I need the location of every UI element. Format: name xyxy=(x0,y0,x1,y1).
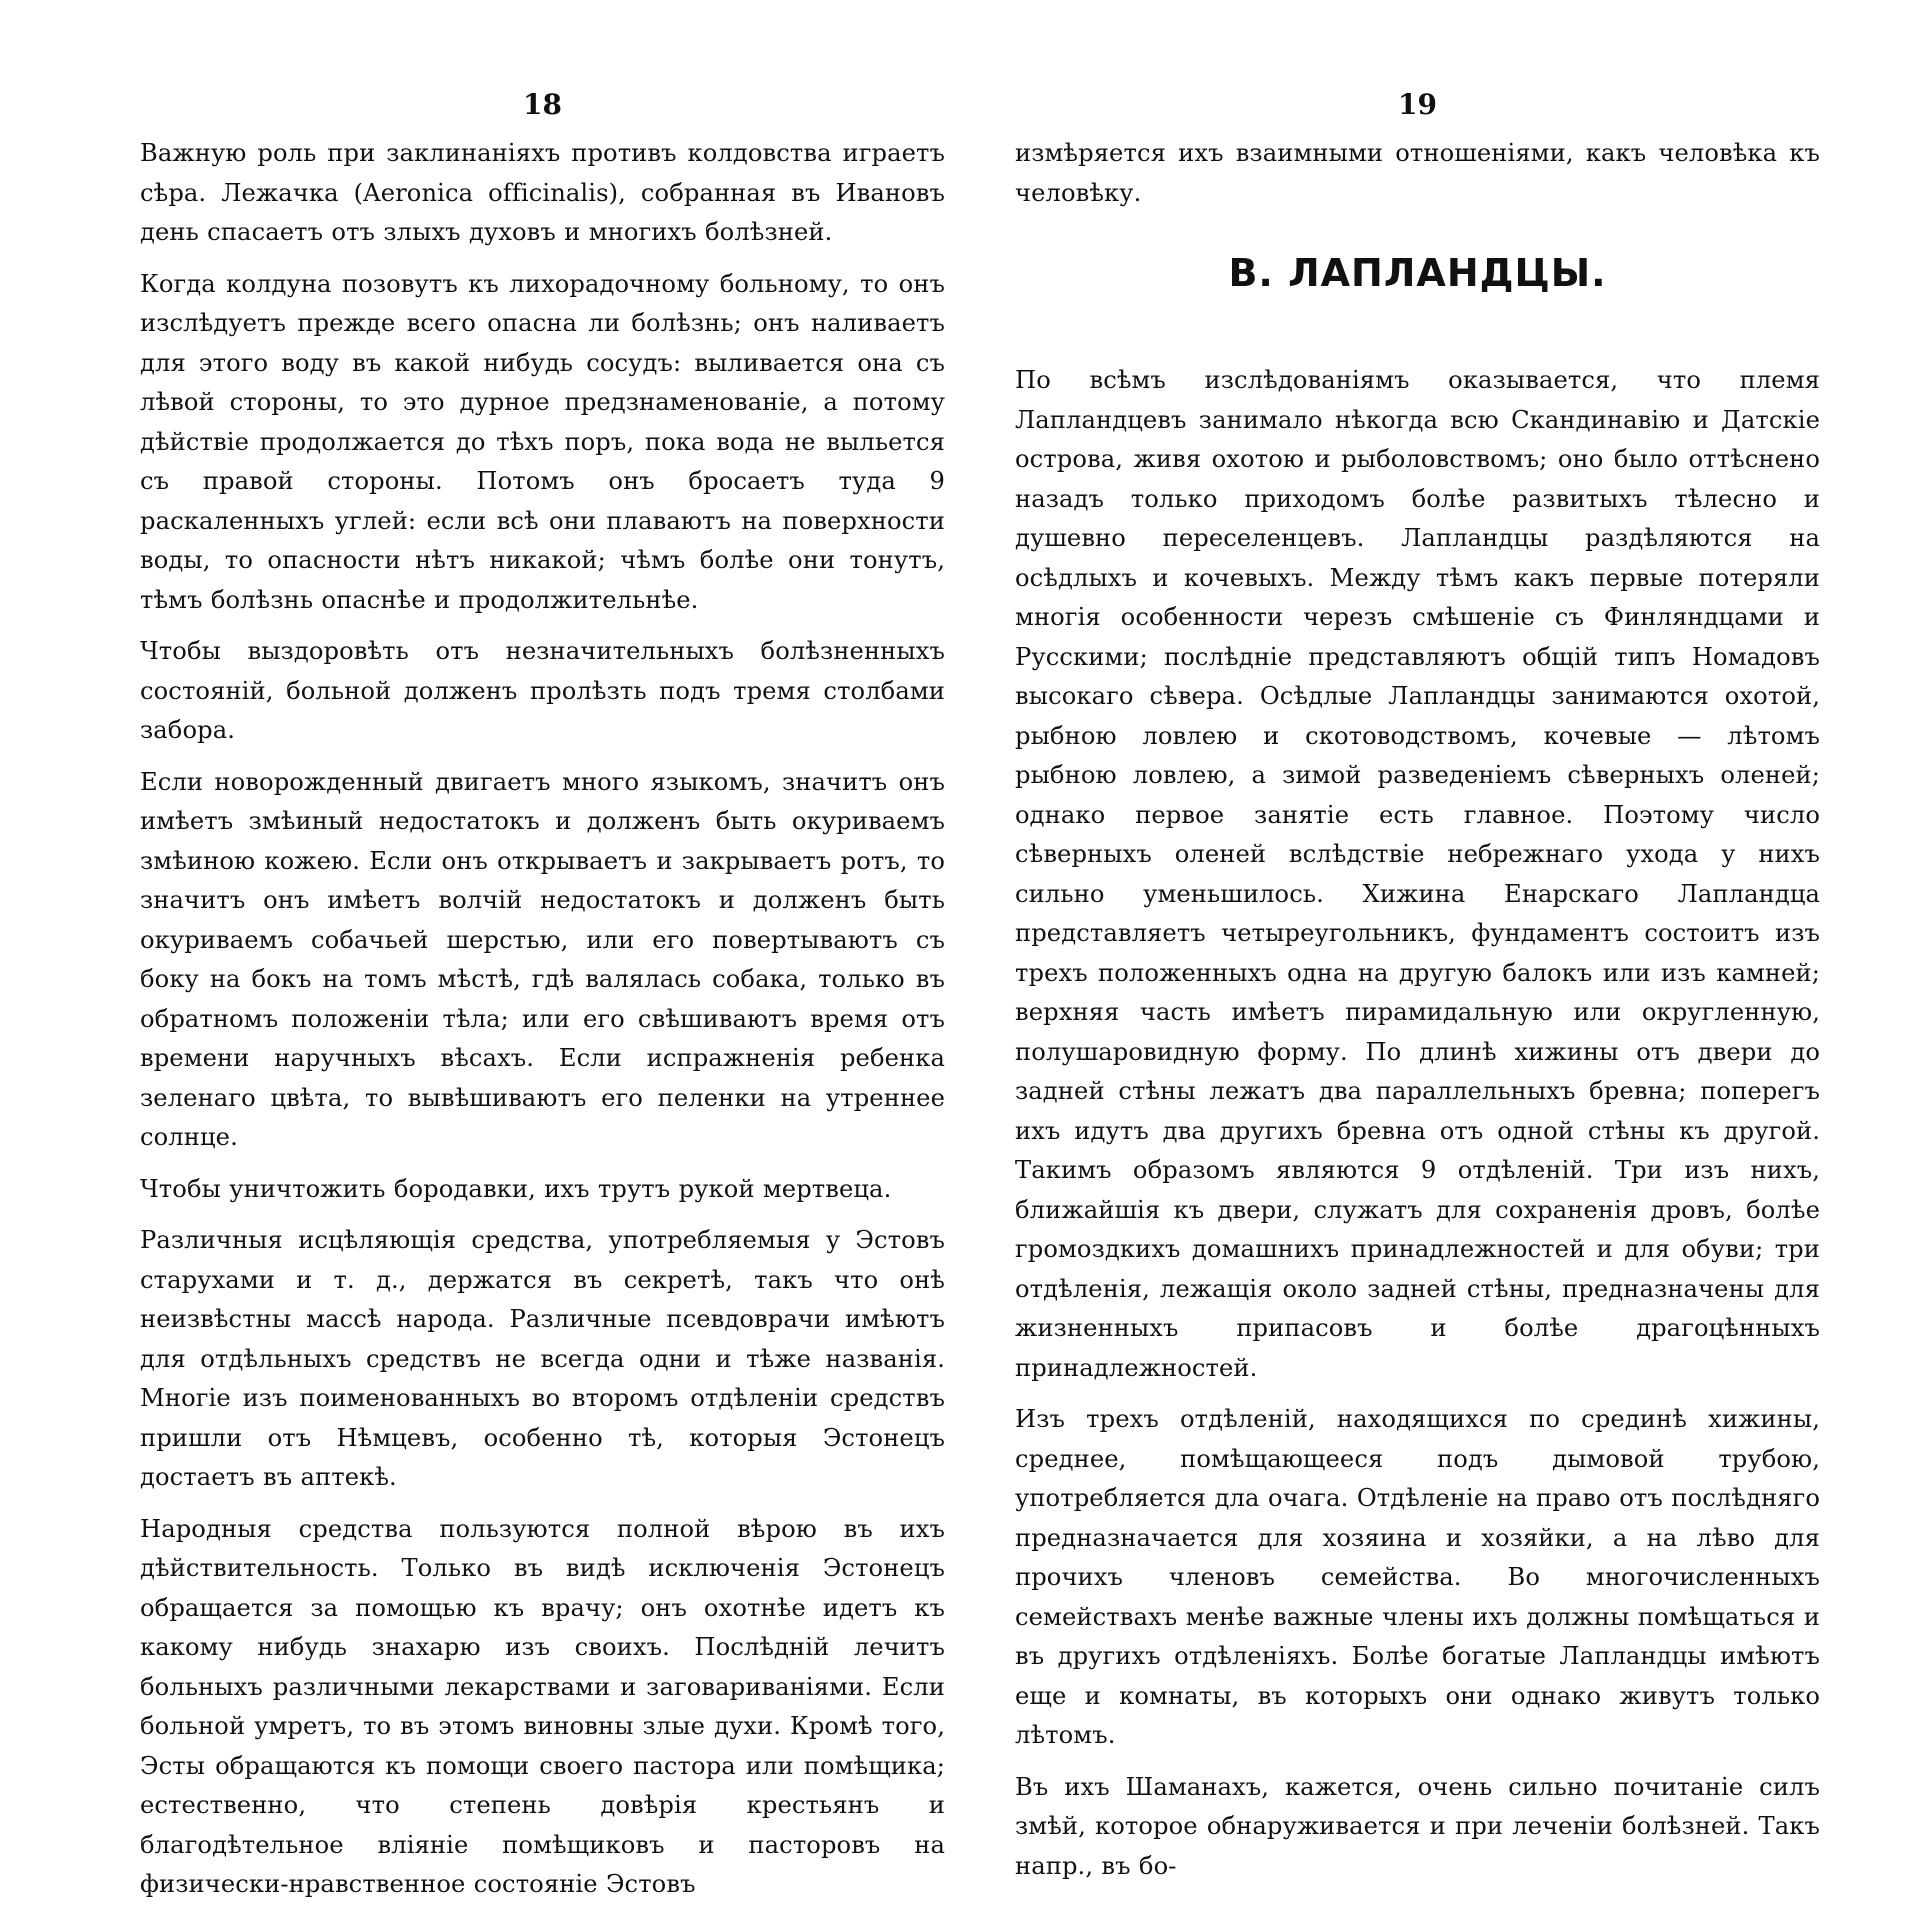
paragraph: Важную роль при заклинаніяхъ противъ колдовства играетъ сѣра. Лежачка (Aeronica officinalis), собранная въ Ивановъ день спасаетъ отъ злыхъ духовъ и многихъ болѣзней. xyxy=(140,139,945,246)
section-heading: В. ЛАПЛАНДЦЫ. xyxy=(1228,251,1607,295)
paragraph: Когда колдуна позовутъ къ лихорадочному больному, то онъ изслѣдуетъ прежде всего опасна ли болѣзнь; онъ наливаетъ для этого воду въ какой нибудь сосудъ: выливается она съ лѣвой стороны, то это дурное предзнаменованіе, а потому дѣйствіе продолжается до тѣхъ поръ, пока вода не выльется съ правой стороны. Потомъ онъ бросаетъ туда 9 раскаленныхъ углей: если всѣ они плаваютъ на поверхности воды, то опасности нѣтъ никакой; чѣмъ болѣе они тонутъ, тѣмъ болѣзнь опаснѣе и продолжительнѣе. xyxy=(140,269,945,614)
right-page xyxy=(1015,90,1820,1898)
paragraph: Чтобы уничтожить бородавки, ихъ трутъ рукой мертвеца. xyxy=(140,1174,892,1203)
continuation-paragraph: измѣряется ихъ взаимными отношеніями, какъ человѣка къ человѣку. xyxy=(1015,139,1820,207)
page-number: 19 xyxy=(1398,88,1437,121)
left-page xyxy=(140,90,945,1917)
paragraph: Народныя средства пользуются полной вѣрою въ ихъ дѣйствительность. Только въ видѣ исключенія Эстонецъ обращается за помощью къ врачу; онъ охотнѣе идетъ къ какому нибудь знахарю изъ своихъ. Послѣдній лечитъ больныхъ различными лекарствами и заговариваніями. Если больной умретъ, то въ этомъ виновны злые духи. Кромѣ того, Эсты обращаются къ помощи своего пастора или помѣщика; естественно, что степень довѣрія крестьянъ и благодѣтельное вліяніе помѣщиковъ и пасторовъ на физически-нравственное состояніе Эстовъ xyxy=(140,1514,945,1898)
paragraph: По всѣмъ изслѣдованіямъ оказывается, что племя Лапландцевъ занимало нѣкогда всю Скандинавію и Датскіе острова, живя охотою и рыболовствомъ; оно было оттѣснено назадъ только приходомъ болѣе развитыхъ тѣлесно и душевно переселенцевъ. Лапландцы раздѣляются на осѣдлыхъ и кочевыхъ. Между тѣмъ какъ первые потеряли многія особенности черезъ смѣшеніе съ Финляндцами и Русскими; послѣдніе представляютъ общій типъ Номадовъ высокаго сѣвера. Осѣдлые Лапландцы занимаются охотой, рыбною ловлею и скотоводствомъ, кочевые — лѣтомъ рыбною ловлею, а зимой разведеніемъ сѣверныхъ оленей; однако первое занятіе есть главное. Поэтому число сѣверныхъ оленей вслѣдствіе небрежнаго ухода у нихъ сильно уменьшилось. Хижина Енарскаго Лапландца представляетъ четыреугольникъ, фундаментъ состоитъ изъ трехъ положенныхъ одна на другую балокъ или изъ камней; верхняя часть имѣетъ пирамидальную или округленную, полушаровидную форму. По длинѣ хижины отъ двери до задней стѣны лежатъ два параллельныхъ бревна; поперегъ ихъ идутъ два другихъ бревна отъ одной стѣны къ другой. Такимъ образомъ являются 9 отдѣленій. Три изъ нихъ, ближайшія къ двери, служатъ для сохраненія дровъ, болѣе громоздкихъ домашнихъ принадлежностей и для обуви; три отдѣленія, лежащія около задней стѣны, предназначены для жизненныхъ припасовъ и болѣе драгоцѣнныхъ принадлежностей. xyxy=(1015,366,1820,1382)
paragraph: Чтобы выздоровѣть отъ незначительныхъ болѣзненныхъ состояній, больной долженъ пролѣзть подъ тремя столбами забора. xyxy=(140,637,945,744)
paragraph: Въ ихъ Шаманахъ, кажется, очень сильно почитаніе силъ змѣй, которое обнаруживается и при леченіи болѣзней. Такъ напр., въ бо- xyxy=(1015,1772,1820,1880)
page-number: 18 xyxy=(523,88,562,121)
paragraph: Изъ трехъ отдѣленій, находящихся по срединѣ хижины, среднее, помѣщающееся подъ дымовой трубою, употребляется дла очага. Отдѣленіе на право отъ послѣдняго предназначается для хозяина и хозяйки, а на лѣво для прочихъ членовъ семейства. Во многочисленныхъ семействахъ менѣе важные члены ихъ должны помѣщаться и въ другихъ отдѣленіяхъ. Болѣе богатые Лапландцы имѣютъ еще и комнаты, въ которыхъ они однако живутъ только лѣтомъ. xyxy=(1015,1405,1820,1749)
paragraph: Если новорожденный двигаетъ много языкомъ, значитъ онъ имѣетъ змѣиный недостатокъ и долженъ быть окуриваемъ змѣиною кожею. Если онъ открываетъ и закрываетъ ротъ, то значитъ онъ имѣетъ волчій недостатокъ и долженъ быть окуриваемъ собачьей шерстью, или его повертываютъ съ боку на бокъ на томъ мѣстѣ, гдѣ валялась собака, только въ обратномъ положеніи тѣла; или его свѣшиваютъ время отъ времени наручныхъ вѣсахъ. Если испражненія ребенка зеленаго цвѣта, то вывѣшиваютъ его пеленки на утреннее солнце. xyxy=(140,767,945,1151)
paragraph: Различныя исцѣляющія средства, употребляемыя у Эстовъ старухами и т. д., держатся въ секретѣ, такъ что онѣ неизвѣстны массѣ народа. Различные псевдоврачи имѣютъ для отдѣльныхъ средствъ не всегда одни и тѣже названія. Многіе изъ поименованныхъ во второмъ отдѣленіи средствъ пришли отъ Нѣмцевъ, особенно тѣ, которыя Эстонецъ достаетъ въ аптекѣ. xyxy=(140,1226,945,1491)
